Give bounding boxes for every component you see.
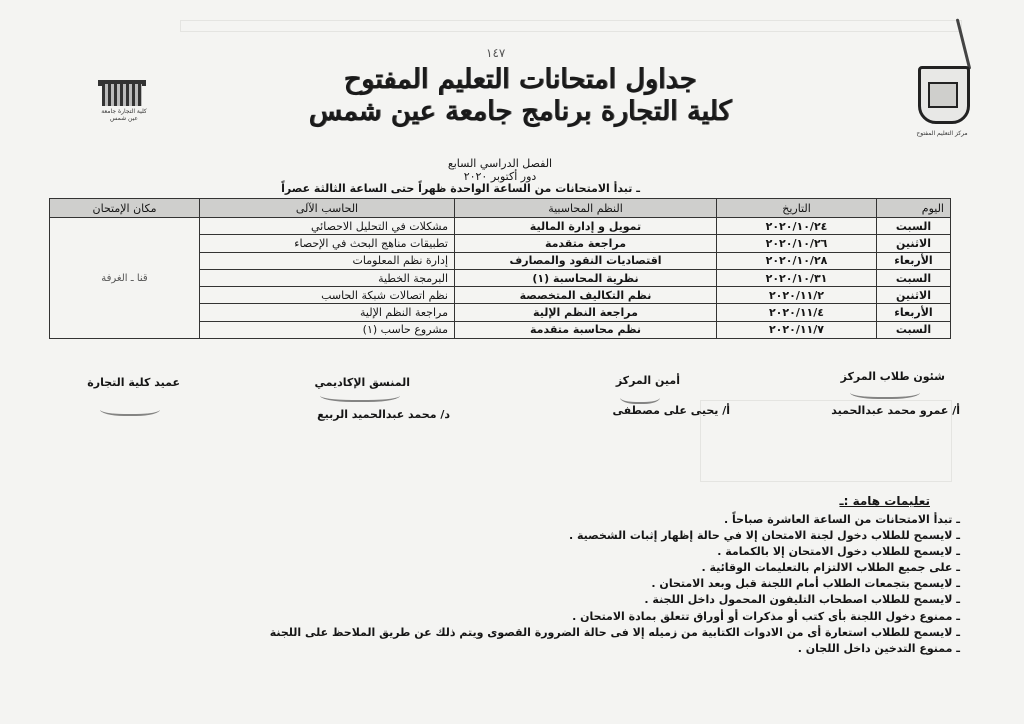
- page-number: ١٤٧: [486, 46, 506, 60]
- university-building-icon: [96, 80, 152, 126]
- header-venue: مكان الإمتحان: [50, 199, 200, 218]
- header-date: التاريخ: [717, 199, 877, 218]
- computer-subject-cell: مشروع حاسب (١): [200, 321, 455, 338]
- date-cell: ٢٠٢٠/١١/٧: [717, 321, 877, 338]
- date-cell: ٢٠٢٠/١١/٢: [717, 287, 877, 304]
- student-affairs-title: شئون طلاب المركز: [840, 370, 945, 383]
- table-header-row: [50, 199, 951, 218]
- date-cell: ٢٠٢٠/١٠/٢٨: [717, 252, 877, 269]
- instructions-title: تعليمات هامة :ـ: [839, 494, 930, 508]
- list-item: ـ لايسمح بتجمعات الطلاب أمام اللجنة قبل وبعد الامتحان .: [651, 577, 960, 591]
- date-cell: ٢٠٢٠/١٠/٢٦: [717, 235, 877, 252]
- list-item: ـ ممنوع التدخين داخل اللجان .: [797, 641, 960, 655]
- instructions-list: [200, 512, 960, 657]
- table-row: [50, 218, 951, 235]
- secretary-name: أ/ يحيى على مصطفى: [612, 404, 730, 417]
- list-item: ـ تبدأ الامتحانات من الساعة العاشرة صباحاً .: [724, 513, 960, 526]
- day-cell: السبت: [877, 269, 951, 286]
- list-item: ـ ممنوع دخول اللجنة بأى كتب أو مذكرات أو أوراق تتعلق بمادة الامتحان .: [572, 609, 960, 623]
- accounting-subject-cell: مراجعة النظم الإلية: [455, 304, 717, 321]
- list-item: ـ على جميع الطلاب الالتزام بالتعليمات الوقائية .: [701, 561, 960, 575]
- sub-title: كلية التجارة برنامج جامعة عين شمس: [308, 96, 732, 127]
- computer-subject-cell: نظم اتصالات شبكة الحاسب: [200, 287, 455, 304]
- header-accounting: النظم المحاسبية: [455, 199, 717, 218]
- computer-subject-cell: مشكلات في التحليل الاحصائي: [200, 218, 455, 235]
- accounting-subject-cell: اقتصاديات النقود والمصارف: [455, 252, 717, 269]
- day-cell: الاثنين: [877, 235, 951, 252]
- secretary-signature: [620, 388, 660, 404]
- date-cell: ٢٠٢٠/١٠/٣١: [717, 269, 877, 286]
- date-cell: ٢٠٢٠/١٠/٢٤: [717, 218, 877, 235]
- exam-round-label: دور أكتوبر ٢٠٢٠: [463, 170, 537, 183]
- list-item: ـ لايسمح للطلاب دخول الامتحان إلا بالكمامة .: [717, 545, 960, 559]
- dean-signature: [100, 400, 160, 416]
- accounting-subject-cell: تمويل و إدارة المالية: [455, 218, 717, 235]
- main-title: جداول امتحانات التعليم المفتوح: [343, 64, 697, 95]
- day-cell: الأربعاء: [877, 252, 951, 269]
- day-cell: السبت: [877, 321, 951, 338]
- coordinator-name: د/ محمد عبدالحميد الربيع: [317, 408, 450, 421]
- student-affairs-signature: [850, 383, 920, 399]
- accounting-subject-cell: نظرية المحاسبة (١): [455, 269, 717, 286]
- logo-right-caption: مركز التعليم المفتوح: [916, 130, 968, 137]
- computer-subject-cell: البرمجة الخطية: [200, 269, 455, 286]
- time-note: ـ تبدأ الامتحانات من الساعة الواحدة ظهراً حتى الساعة الثالثة عصراً: [281, 182, 640, 195]
- bleed-through-lines: [180, 20, 962, 32]
- logo-left-caption: كلية التجارة جامعة عين شمس: [101, 108, 147, 122]
- student-affairs-name: أ/ عمرو محمد عبدالحميد: [831, 404, 960, 417]
- day-cell: الأربعاء: [877, 304, 951, 321]
- semester-label: الفصل الدراسي السابع: [447, 157, 553, 170]
- dean-title: عميد كلية التجارة: [87, 376, 180, 389]
- university-crest-icon: [910, 62, 974, 142]
- day-cell: السبت: [877, 218, 951, 235]
- accounting-subject-cell: نظم التكاليف المتخصصة: [455, 287, 717, 304]
- secretary-title: أمين المركز: [615, 374, 680, 387]
- list-item: ـ لايسمح للطلاب استعارة أى من الادوات الكتابية من زميله إلا فى حالة الضرورة القصوى ويتم ذلك عن طريق الملاحظ على اللجنة: [269, 625, 960, 639]
- header-computer: الحاسب الآلى: [200, 199, 455, 218]
- coordinator-signature: [320, 386, 400, 402]
- coordinator-title: المنسق الإكاديمي: [314, 376, 410, 389]
- list-item: ـ لايسمح للطلاب اصطحاب التليفون المحمول داخل اللجنة .: [644, 593, 960, 607]
- computer-subject-cell: مراجعة النظم الإلية: [200, 304, 455, 321]
- venue-cell: قنا ـ الغرفة: [50, 218, 200, 339]
- accounting-subject-cell: نظم محاسبة متقدمة: [455, 321, 717, 338]
- computer-subject-cell: تطبيقات مناهج البحث في الإحصاء: [200, 235, 455, 252]
- exam-schedule-table: [49, 198, 951, 339]
- accounting-subject-cell: مراجعة متقدمة: [455, 235, 717, 252]
- computer-subject-cell: إدارة نظم المعلومات: [200, 252, 455, 269]
- date-cell: ٢٠٢٠/١١/٤: [717, 304, 877, 321]
- header-day: اليوم: [877, 199, 951, 218]
- list-item: ـ لايسمح للطلاب دخول لجنة الامتحان إلا في حالة إظهار إثبات الشخصية .: [569, 529, 960, 543]
- day-cell: الاثنين: [877, 287, 951, 304]
